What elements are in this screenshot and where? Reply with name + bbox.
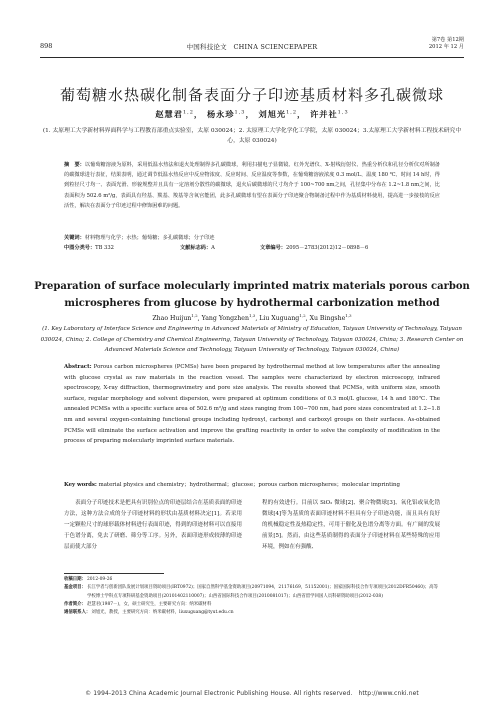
author-cn: 杨永珍 [206,109,235,119]
abstract-en [64,362,440,447]
footnote-received: 收稿日期： 2012-09-26 [64,577,113,582]
authors-en: Zhao Huijun$^{1,2}$, Yang Yongzhen$^{1,3}$, Liu Xuguang$^{1,2}$, Xu Bingshe$^{1,3}$ [152,313,352,323]
article-no-label: 文章编号： [260,245,286,251]
keywords-en [64,480,440,490]
keywords-cn-label: 关键词： [64,235,85,241]
author-en: Zhao Huijun [152,315,192,323]
keywords-en-label: Key words: [64,482,97,488]
author-en: Xu Bingshe [309,315,346,323]
affiliation-en: (1. Key Laboratory of Interface Science and Engineering in Advanced Materials of Ministry of Education, Taiyuan University of Technology, Taiyuan 030024, China; 2. College of Chemistry and Chemical Engineering, Taiyuan University of Technology, Taiyuan 030024, China; 3. Research Center on Advanced Materials Science and Technology, Taiyuan University of Technology, Taiyuan 030024, China) [40,326,464,354]
title-en: Preparation of surface molecularly imprinted matrix materials porous carbon microspheres from glucose by hydrothermal carbonization method [34,281,470,309]
keywords-en-text: material physics and chemistry；hydrothermal；glucose；porous carbon microspheres；molecular imprinting [98,482,400,488]
running-header [40,36,464,58]
author-cn: 许并社 [310,109,338,119]
abstract-en-text: Porous carbon microspheres (PCMSs) have been prepared by hydrothermal method at low temperatures after the annealing with glucose crystal as raw materials in the reaction vessel. The samples were characterized by electron microscopy, infrared spectroscopy, X-ray diffraction, thermogravimetry and pore size analysis. The results showed that PCMSs, with uniform size, smooth surface, regular morphology and solvent dispersion, were prepared at optimum conditions of 0.3 mol/L glucose, 14 h and 180℃. The annealed PCMSs with a specific surface area of 502.6 m²/g and sizes ranging from 100−700 nm, had pore sizes concentrated at 1.2−1.8 nm and several oxygen-containing functional groups including hydroxyl, carbonyl and carboxyl groups on their surfaces. As-obtained PCMSs will eliminate the surface activation and improve the grafting reactivity in order to solve the complexity of modification in the process of preparing molecularly imprinted surface materials. [64,364,441,445]
body-text-left [64,498,242,553]
volume: 第7卷 第12期 [431,37,464,43]
page-number: 898 [40,42,53,50]
author-cn: 赵慧君 [155,109,183,119]
body-left-text: 表面分子印迹技术是把具有识别位点的印迹层结合在基质表面的印迹方法，这种方法合成的分子印迹材料的形状由基质材料决定[1]。若采用一定颗粒尺寸的球形载体材料进行表面印迹，得到的印迹材料可以直接用于色谱分离，免去了研磨、筛分等工序。另外，表面印迹形成较薄的印迹层而使大部分 [64,500,242,550]
footnote-divider [64,573,164,574]
doc-code-label: 文献标志码： [180,245,212,251]
author-en: Liu Xuguang [259,315,300,323]
author-cn: 刘旭光 [258,109,287,119]
journal-name: 中国科技论文 CHINA SCIENCEPAPER [186,43,318,51]
issue-info [429,37,464,51]
keywords-cn [64,233,440,243]
body-text-right [262,498,440,553]
affiliation-cn: (1. 太原理工大学新材料界面科学与工程教育部重点实验室，太原 030024；2. 太原理工大学化学化工学院，太原 030024；3.太原理工大学新材料工程技术研究中心，太原 030024) [42,128,462,144]
abstract-en-label: Abstract: [64,364,92,370]
author-en: Yang Yongzhen [201,315,249,323]
body-right-text: 程的有效进行。目前以 SiO₂ 微球[2]、聚合物微球[3]、氧化铝或氧化锆微球[4]等为基质的表面印迹材料不但具有分子印迹功能，而且具有良好的机械稳定性及热稳定性，可用于催化及色谱分离等方面。有广阔的发展前景[5]。然而，由这些基质制得的表面分子印迹材料在某些特殊的应用环境，例如在有强酸、 [262,500,440,550]
doc-code-value: A [211,245,215,251]
abstract-cn-text: 以葡萄糖溶液为原料，采用低温水热法和退火处理制得多孔碳微球，利用扫描电子显微镜、红外光谱仪、X-射线衍射仪、热重分析仪和孔径分析仪对所制备的碳微球进行表征，结果表明，通过调节低温水热反应中反应物浓度、反应时间、反应温度等参数，在葡萄糖溶液浓度 0.3 mol/L、温度 180 ℃、时间 14 h时，得到粒径尺寸均一、表面光滑、形貌规整并且具有一定溶剂分散性的碳微球，退火后碳微球的尺寸均介于 100~700 nm之间，孔径集中分布在 1.2~1.8 nm之间，比表面积为 502.6 m²/g，表面具有羟基、羰基、羧基等含氧官能团，此多孔碳微球有望在表面分子印迹聚合物制备过程中作为基质材料使用，提高进一步接枝的反应活性，解决在表面分子印迹过程中修饰困难的问题。 [64,162,440,209]
footnotes [64,576,440,617]
keywords-cn-text: 材料物理与化学；水热；葡萄糖；多孔碳微球；分子印迹 [84,235,215,241]
footnote-funding: 基金项目： 长江学者与创新团队发展计划项目资助项目(IRT0972)；国家自然科学基金资助项目(20971094，21176169，51152001)；国家国际科技合作专项项目(2012DFR50460)；高等学校博士学科点专项科研基金资助项目(20101402110007)；山西省国际科技合作项目(2010081017)；山西省留学回国人员科研资助项目(2012-038) [64,585,438,599]
issue-date: 2012 年 12 月 [428,44,464,50]
title-cn: 葡萄糖水热碳化制备表面分子印迹基质材料多孔碳微球 [59,86,444,104]
authors-cn: 赵慧君$^{1,2}$， 杨永珍$^{1,3}$， 刘旭光$^{1,2}$， 许并社$^{1,3}$ [155,109,349,119]
clc-label: 中图分类号： [64,245,96,251]
clc-value: TB 332 [95,245,114,251]
copyright-notice: © 1994-2013 China Academic Journal Electronic Publishing House. All rights reserved. http://www.cnki.net [85,690,419,697]
abstract-cn [64,160,440,211]
abstract-cn-label: 摘 要： [64,162,85,168]
article-no-value: 2095－2783(2012)12－0898－6 [285,245,369,251]
footnote-author-bio: 作者简介： 赵慧君(1987－)，女，硕士研究生，主要研究方向：纳米碳材料 [64,601,212,607]
footnote-corresponding: 通信联系人： 刘旭光，教授，主要研究方向：纳米碳材料，liuxuguang@tyut.edu.cn [64,610,234,616]
